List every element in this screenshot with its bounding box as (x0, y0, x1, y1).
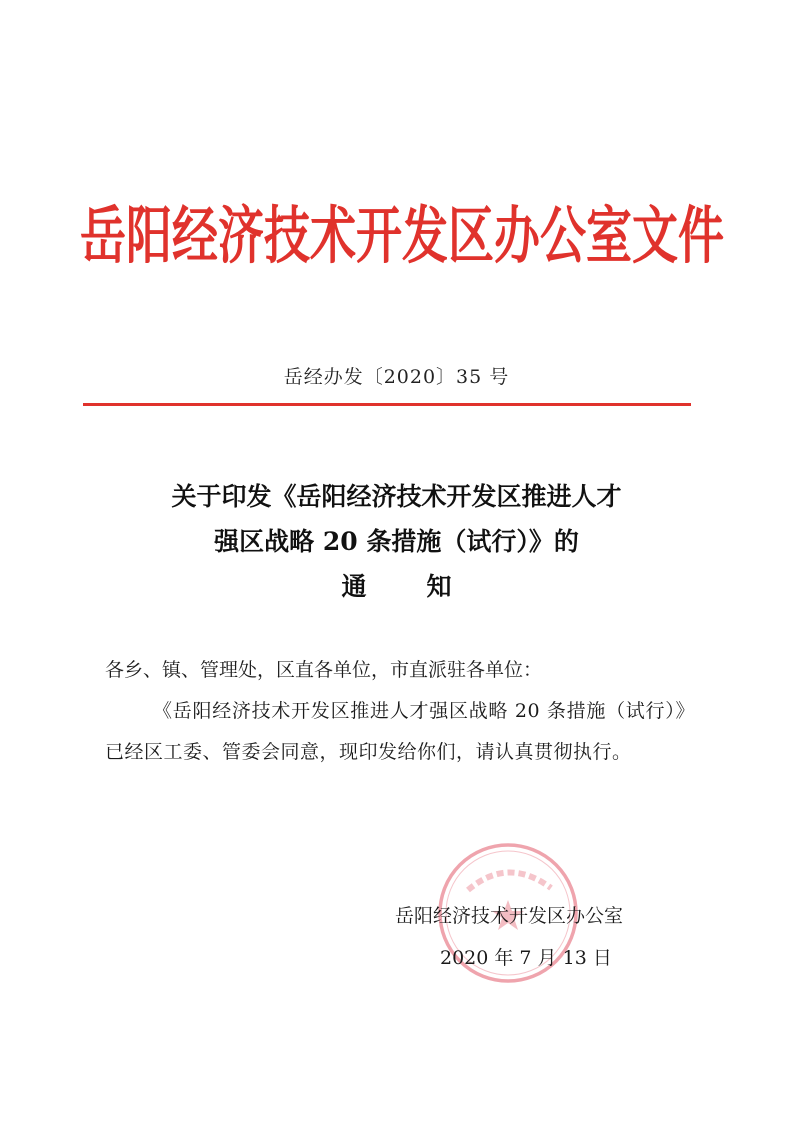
signature-block (340, 895, 670, 979)
notice-title-line-3: 通知 (341, 572, 512, 601)
salutation: 各乡、镇、管理处，区直各单位，市直派驻各单位： (105, 659, 543, 681)
body-paragraph: 《岳阳经济技术开发区推进人才强区战略 20 条措施（试行）》已经区工委、管委会同意，现印发给你们，请认真贯彻执行。 (105, 700, 695, 763)
notice-title-line-1: 关于印发《岳阳经济技术开发区推进人才 (171, 482, 622, 511)
notice-title (80, 474, 713, 609)
signature-organization: 岳阳经济技术开发区办公室 (395, 905, 624, 927)
document-number: 岳经办发〔2020〕35 号 (283, 366, 510, 388)
document-header-title: 岳阳经济技术开发区办公室文件 (80, 198, 724, 272)
header-red-rule (83, 403, 691, 406)
notice-body (105, 650, 695, 773)
signature-date: 2020 年 7 月 13 日 (440, 947, 612, 969)
notice-title-line-2: 强区战略 20 条措施（试行）》的 (214, 527, 579, 556)
